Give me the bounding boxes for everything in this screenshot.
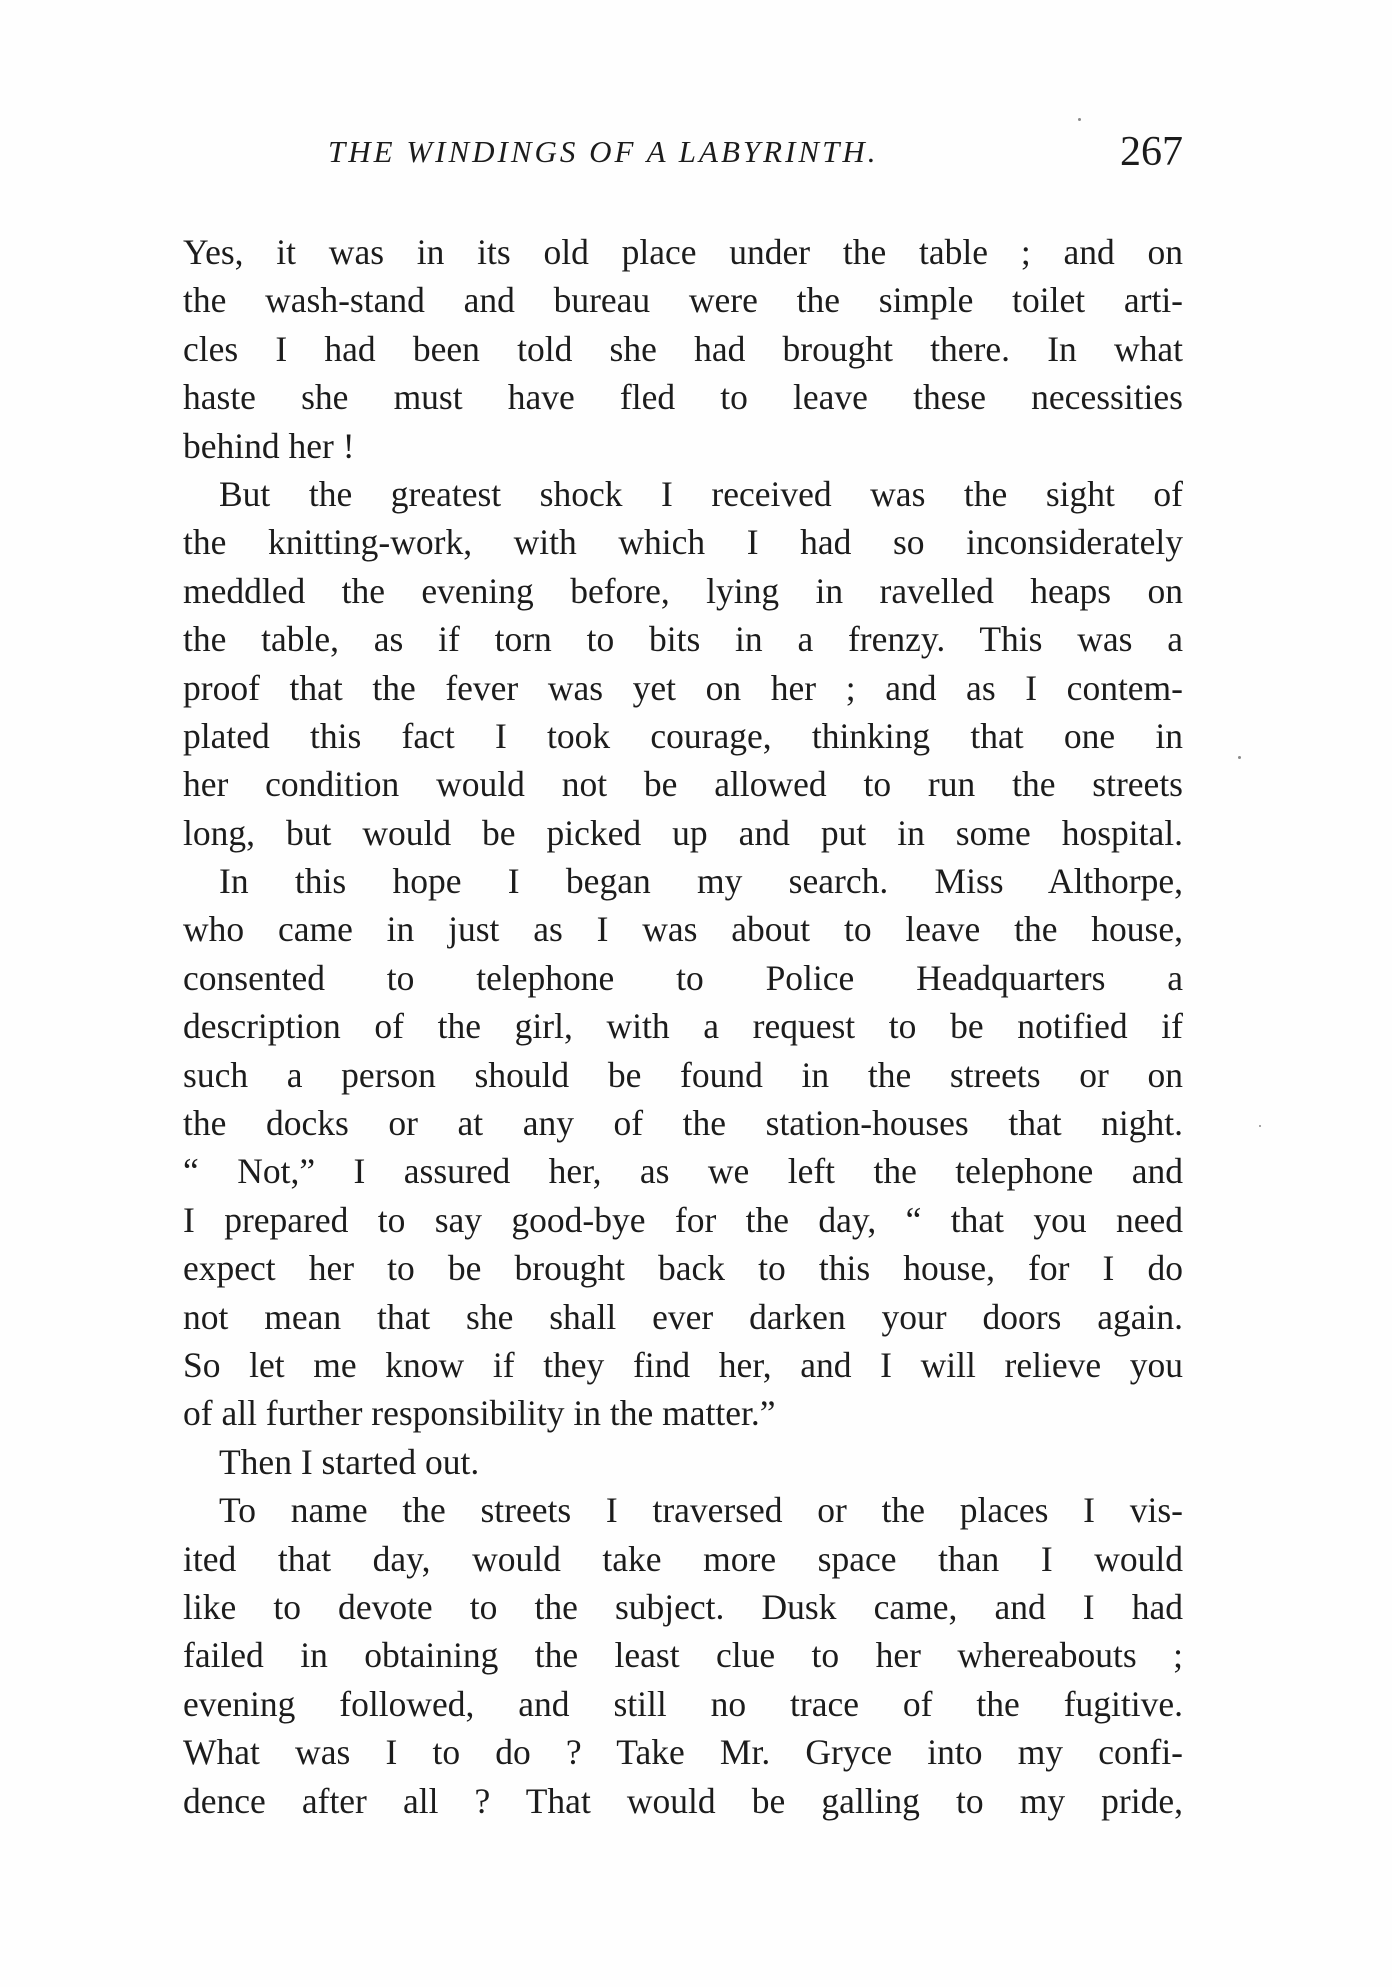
page-number: 267 bbox=[1120, 129, 1183, 175]
text-line: behind her ! bbox=[183, 425, 355, 466]
text-line: I prepared to say good-bye for the day, “ that you need bbox=[183, 1199, 1183, 1240]
paper-speck bbox=[1259, 1125, 1261, 1127]
body-text bbox=[183, 228, 1183, 1825]
text-line: haste she must have fled to leave these necessities bbox=[183, 377, 1183, 418]
text-line: In this hope I began my search. Miss Althorpe, bbox=[219, 861, 1183, 902]
text-line: To name the streets I traversed or the places I vis- bbox=[219, 1490, 1183, 1531]
text-line: So let me know if they find her, and I will relieve you bbox=[183, 1344, 1183, 1385]
text-line: plated this fact I took courage, thinking that one in bbox=[183, 715, 1183, 756]
text-line: failed in obtaining the least clue to her whereabouts ; bbox=[183, 1635, 1183, 1676]
text-line: her condition would not be allowed to run the streets bbox=[183, 764, 1183, 805]
text-line: meddled the evening before, lying in ravelled heaps on bbox=[183, 570, 1183, 611]
text-line: expect her to be brought back to this house, for I do bbox=[183, 1248, 1183, 1289]
text-line: the knitting-work, with which I had so inconsiderately bbox=[183, 522, 1183, 563]
text-line: who came in just as I was about to leave the house, bbox=[183, 909, 1183, 950]
paper-speck bbox=[1078, 118, 1081, 121]
text-line: What was I to do ? Take Mr. Gryce into my confi- bbox=[183, 1732, 1183, 1773]
text-line: description of the girl, with a request to be notified if bbox=[183, 1006, 1183, 1047]
text-line: ited that day, would take more space than I would bbox=[183, 1538, 1183, 1579]
text-line: dence after all ? That would be galling to my pride, bbox=[183, 1780, 1183, 1821]
running-head bbox=[183, 128, 1183, 188]
text-line: consented to telephone to Police Headquarters a bbox=[183, 957, 1183, 998]
running-title: THE WINDINGS OF A LABYRINTH. bbox=[328, 134, 879, 169]
text-line: But the greatest shock I received was the sight of bbox=[219, 473, 1183, 514]
text-line: Then I started out. bbox=[219, 1441, 480, 1482]
text-line: not mean that she shall ever darken your doors again. bbox=[183, 1296, 1183, 1337]
text-line: the docks or at any of the station-houses that night. bbox=[183, 1103, 1183, 1144]
text-line: “ Not,” I assured her, as we left the telephone and bbox=[183, 1151, 1183, 1192]
text-line: long, but would be picked up and put in some hospital. bbox=[183, 812, 1183, 853]
text-line: such a person should be found in the streets or on bbox=[183, 1054, 1183, 1095]
text-line: proof that the fever was yet on her ; and as I contem- bbox=[183, 667, 1183, 708]
text-line: Yes, it was in its old place under the table ; and on bbox=[183, 232, 1183, 272]
paper-speck bbox=[1238, 756, 1241, 759]
text-line: the wash-stand and bureau were the simple toilet arti- bbox=[183, 280, 1183, 321]
text-line: the table, as if torn to bits in a frenzy. This was a bbox=[183, 619, 1183, 660]
text-line: cles I had been told she had brought there. In what bbox=[183, 328, 1183, 369]
text-line: of all further responsibility in the matter.” bbox=[183, 1393, 776, 1434]
text-line: like to devote to the subject. Dusk came, and I had bbox=[183, 1586, 1183, 1627]
text-line: evening followed, and still no trace of the fugitive. bbox=[183, 1683, 1183, 1724]
